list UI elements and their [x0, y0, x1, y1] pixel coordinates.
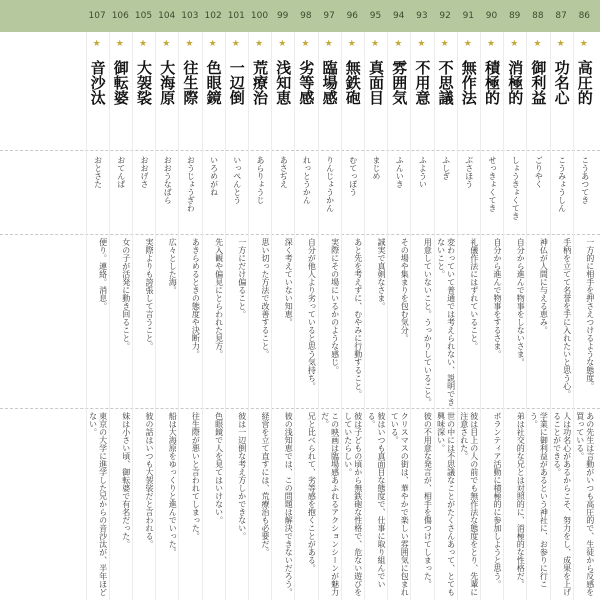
star-icon: ★	[533, 39, 542, 49]
entry-number: 101	[225, 0, 248, 32]
entry-word: 無作法	[459, 60, 478, 105]
entry-example: この映画は臨場感あふれるアクションシーンが魅力だ。	[320, 412, 340, 596]
column-divider	[202, 32, 203, 600]
entry-example: 弟は社交的な兄とは対照的に、消極的な性格だ。	[516, 412, 526, 588]
entry-meaning: 実際にその場にいるかのような感じ。	[330, 238, 340, 374]
entry-word: 積極的	[483, 60, 501, 105]
column-divider	[457, 32, 458, 600]
entry-word: 真面目	[367, 60, 385, 105]
entry-example: 彼の浅知恵では、この問題は解決できないだろう。	[284, 412, 294, 596]
entry-example: 彼の話はいつも大袈裟だと言われる。	[145, 412, 154, 548]
entry-column	[526, 0, 549, 600]
entry-reading: ごりやく	[534, 156, 544, 188]
entry-reading: おおうなばら	[163, 156, 173, 204]
entry-reading: おうじょうぎわ	[186, 156, 196, 212]
entry-example: 人は功名心があるからこそ、努力をし、成果を上げることができる。	[552, 412, 572, 596]
entry-reading: いっぺんとう	[232, 156, 242, 204]
entry-meaning: 自分から進んで物事をするさま。	[493, 238, 502, 358]
entry-example: 彼は子どもの頃から無鉄砲な性格で、危ない遊びをしていたらしい。	[343, 412, 363, 596]
entry-word: 御利益	[529, 60, 548, 105]
column-divider	[573, 32, 574, 600]
entry-reading: あらりょうじ	[256, 156, 265, 204]
column-divider	[364, 32, 365, 600]
entry-meaning: 深く考えていない知恵。	[284, 238, 294, 326]
entry-word: 大海原	[158, 60, 177, 105]
entry-number: 107	[86, 0, 109, 32]
entry-word: 高圧的	[575, 60, 594, 105]
column-divider	[387, 32, 388, 600]
entry-meaning: 神仏が人間に与える恵み。	[539, 238, 549, 334]
entry-column	[457, 0, 480, 600]
entry-number: 92	[434, 0, 457, 32]
entry-meaning: 広々とした海。	[168, 238, 178, 294]
entry-number: 102	[202, 0, 225, 32]
column-divider	[271, 32, 272, 600]
entry-column	[480, 0, 503, 600]
star-icon: ★	[208, 39, 217, 49]
entry-meaning: 一方にだけ偏ること。	[237, 238, 247, 318]
entry-column	[132, 0, 155, 600]
star-icon: ★	[255, 39, 264, 49]
star-icon: ★	[278, 39, 287, 49]
entry-word: 大袈裟	[135, 60, 153, 105]
entry-column	[271, 0, 294, 600]
entry-example: 彼の不用意な発言が、相手を傷つけてしまった。	[423, 412, 433, 588]
entry-example: 往生際が悪いと言われてしまった。	[191, 412, 201, 540]
star-icon: ★	[347, 39, 356, 49]
column-divider	[155, 32, 156, 600]
star-icon: ★	[463, 39, 472, 49]
entry-meaning: あきらめるときの態度や決断力。	[191, 238, 201, 358]
entry-column	[294, 0, 317, 600]
entry-reading: ぶさほう	[464, 156, 474, 188]
column-divider	[178, 32, 179, 600]
entry-meaning: あと先を考えずに、むやみに行動すること。	[353, 238, 363, 398]
entry-number: 104	[155, 0, 178, 32]
entry-meaning: 先入観や偏見にとらわれた見方。	[214, 238, 224, 358]
entry-meaning: 礼儀作法にはずれていること。	[469, 238, 479, 350]
entry-meaning: 思い切った方法で改善すること。	[261, 238, 270, 358]
entry-meaning: 実際よりも誇張して言うこと。	[145, 238, 154, 350]
entry-reading: あさぢえ	[279, 156, 289, 188]
entry-meaning: その場や集まりを包む気分。	[400, 238, 410, 342]
column-divider	[318, 32, 319, 600]
column-divider	[248, 32, 249, 600]
entry-example: あの先生は言動がいつも高圧的で、生徒から反感を買っている。	[575, 412, 595, 596]
column-divider	[526, 32, 527, 600]
entry-column	[225, 0, 248, 600]
entry-reading: りんじょうかん	[325, 156, 335, 212]
star-icon: ★	[417, 39, 426, 49]
entry-word: 御転婆	[111, 60, 130, 105]
star-icon: ★	[510, 39, 519, 49]
star-icon: ★	[371, 39, 380, 49]
entry-word: 浅知恵	[274, 60, 293, 105]
entry-number: 88	[526, 0, 549, 32]
entry-column	[550, 0, 573, 600]
entry-reading: しょうきょくてき	[511, 156, 521, 220]
star-icon: ★	[556, 39, 565, 49]
entry-word: 消極的	[506, 60, 525, 105]
column-divider	[132, 32, 133, 600]
entry-number: 94	[387, 0, 410, 32]
entry-number: 98	[294, 0, 317, 32]
entry-word: 無鉄砲	[343, 60, 362, 105]
entry-reading: おおげさ	[140, 156, 149, 188]
entry-reading: こうあつてき	[580, 156, 590, 204]
entry-example: 妹は小さい頃、御転婆で有名だった。	[121, 412, 131, 548]
entry-example: 船は大海原をゆっくりと進んでいった。	[168, 412, 178, 556]
entry-example: 彼はいつも真面目な態度で、仕事に取り組んでいる。	[367, 412, 386, 588]
entry-example: 世の中には不思議なことがたくさんあって、とても興味深い。	[436, 412, 456, 596]
entry-example: クリスマスの街は、華やかで楽しい雰囲気に包まれている。	[390, 412, 410, 596]
entry-column	[387, 0, 410, 600]
star-icon: ★	[115, 39, 124, 49]
column-divider	[109, 32, 110, 600]
entry-meaning: 用意していないこと。うっかりしていること。	[423, 238, 433, 406]
entry-meaning: 自分から進んで物事をしないさま。	[516, 238, 526, 366]
entry-reading: むてっぽう	[348, 156, 358, 196]
entry-word: 音沙汰	[88, 60, 107, 105]
entry-meaning: 便り。連絡。消息。	[98, 238, 108, 310]
entry-meaning: 変わっていて普通では考えられない、説明できないこと。	[436, 238, 456, 406]
entry-word: 往生際	[181, 60, 200, 105]
star-icon: ★	[440, 39, 449, 49]
star-icon: ★	[92, 39, 101, 49]
entry-reading: まじめ	[372, 156, 381, 180]
entry-word: 不用意	[413, 60, 432, 105]
entry-number: 87	[550, 0, 573, 32]
entry-column	[410, 0, 433, 600]
entry-example: 学業に御利益があるという神社に、お参りに行こう。	[529, 412, 549, 588]
star-icon: ★	[162, 39, 171, 49]
entry-word: 一辺倒	[227, 60, 246, 105]
entry-number: 103	[178, 0, 201, 32]
column-divider	[410, 32, 411, 600]
entry-column	[109, 0, 132, 600]
entry-number: 86	[573, 0, 596, 32]
entry-meaning: 自分が他人より劣っていると思う気持ち。	[307, 238, 317, 390]
entry-meaning: 一方的に相手を押さえつけるような態度。	[585, 238, 595, 390]
entry-reading: れっとうかん	[302, 156, 312, 204]
entry-number: 93	[410, 0, 433, 32]
entry-example: 兄と比べられて、劣等感を抱くことがある。	[307, 412, 317, 572]
entry-number: 96	[341, 0, 364, 32]
star-icon: ★	[301, 39, 310, 49]
entry-number: 89	[503, 0, 526, 32]
entry-example: 経営を立て直すには、荒療治も必要だ。	[261, 412, 270, 556]
star-icon: ★	[324, 39, 333, 49]
entry-number: 97	[318, 0, 341, 32]
entry-column	[178, 0, 201, 600]
entry-number: 95	[364, 0, 387, 32]
column-divider	[434, 32, 435, 600]
entry-reading: せっきょくてき	[488, 156, 497, 212]
entry-number: 106	[109, 0, 132, 32]
entry-number: 105	[132, 0, 155, 32]
column-divider	[225, 32, 226, 600]
column-divider	[294, 32, 295, 600]
entry-word: 功名心	[552, 60, 571, 105]
entry-column	[503, 0, 526, 600]
entry-reading: おとさた	[93, 156, 103, 188]
entry-word: 雰囲気	[390, 60, 409, 105]
entry-reading: おてんば	[116, 156, 126, 188]
entry-reading: こうみょうしん	[557, 156, 567, 212]
star-icon: ★	[579, 39, 588, 49]
entry-number: 100	[248, 0, 271, 32]
entry-reading: ふんいき	[395, 156, 405, 188]
entry-number: 90	[480, 0, 503, 32]
column-divider	[480, 32, 481, 600]
entry-meaning: 手柄を立てて名誉を手に入れたいと思う心。	[562, 238, 572, 398]
entry-number: 91	[457, 0, 480, 32]
column-divider	[341, 32, 342, 600]
entry-meaning: 誠実で真剣なさま。	[377, 238, 386, 310]
entry-word: 臨場感	[320, 60, 339, 105]
entry-example: 色眼鏡で人を見てはいけない。	[214, 412, 224, 524]
entry-column	[248, 0, 271, 600]
column-divider	[503, 32, 504, 600]
entry-column	[318, 0, 341, 600]
entry-word: 色眼鏡	[204, 60, 223, 105]
entry-reading: ふようい	[418, 156, 428, 188]
entry-word: 劣等感	[297, 60, 316, 105]
entry-reading: ふしぎ	[441, 156, 451, 180]
entry-column	[364, 0, 387, 600]
entry-meaning: 女の子が活発に動き回ること。	[121, 238, 131, 350]
entry-column	[434, 0, 457, 600]
entry-column	[573, 0, 596, 600]
entry-example: 東京の大学に進学した兄からの音沙汰が、半年ほどない。	[88, 412, 108, 596]
entry-word: 不思議	[436, 60, 455, 105]
star-icon: ★	[139, 39, 148, 49]
star-icon: ★	[231, 39, 240, 49]
entry-example: 彼は目上の人の前でも無作法な態度をとり、先輩に注意された。	[459, 412, 479, 596]
star-icon: ★	[487, 39, 496, 49]
entry-column	[341, 0, 364, 600]
star-icon: ★	[394, 39, 403, 49]
entry-number: 99	[271, 0, 294, 32]
entry-column	[155, 0, 178, 600]
entry-column	[86, 0, 109, 600]
entry-word: 荒療治	[251, 60, 269, 105]
entry-column	[202, 0, 225, 600]
entry-reading: いろめがね	[209, 156, 219, 196]
entry-example: ボランティア活動に積極的に参加しようと思う。	[493, 412, 502, 588]
entry-example: 彼は一辺倒な考え方しかできない。	[237, 412, 247, 540]
column-divider	[86, 32, 87, 600]
star-icon: ★	[185, 39, 194, 49]
column-divider	[550, 32, 551, 600]
